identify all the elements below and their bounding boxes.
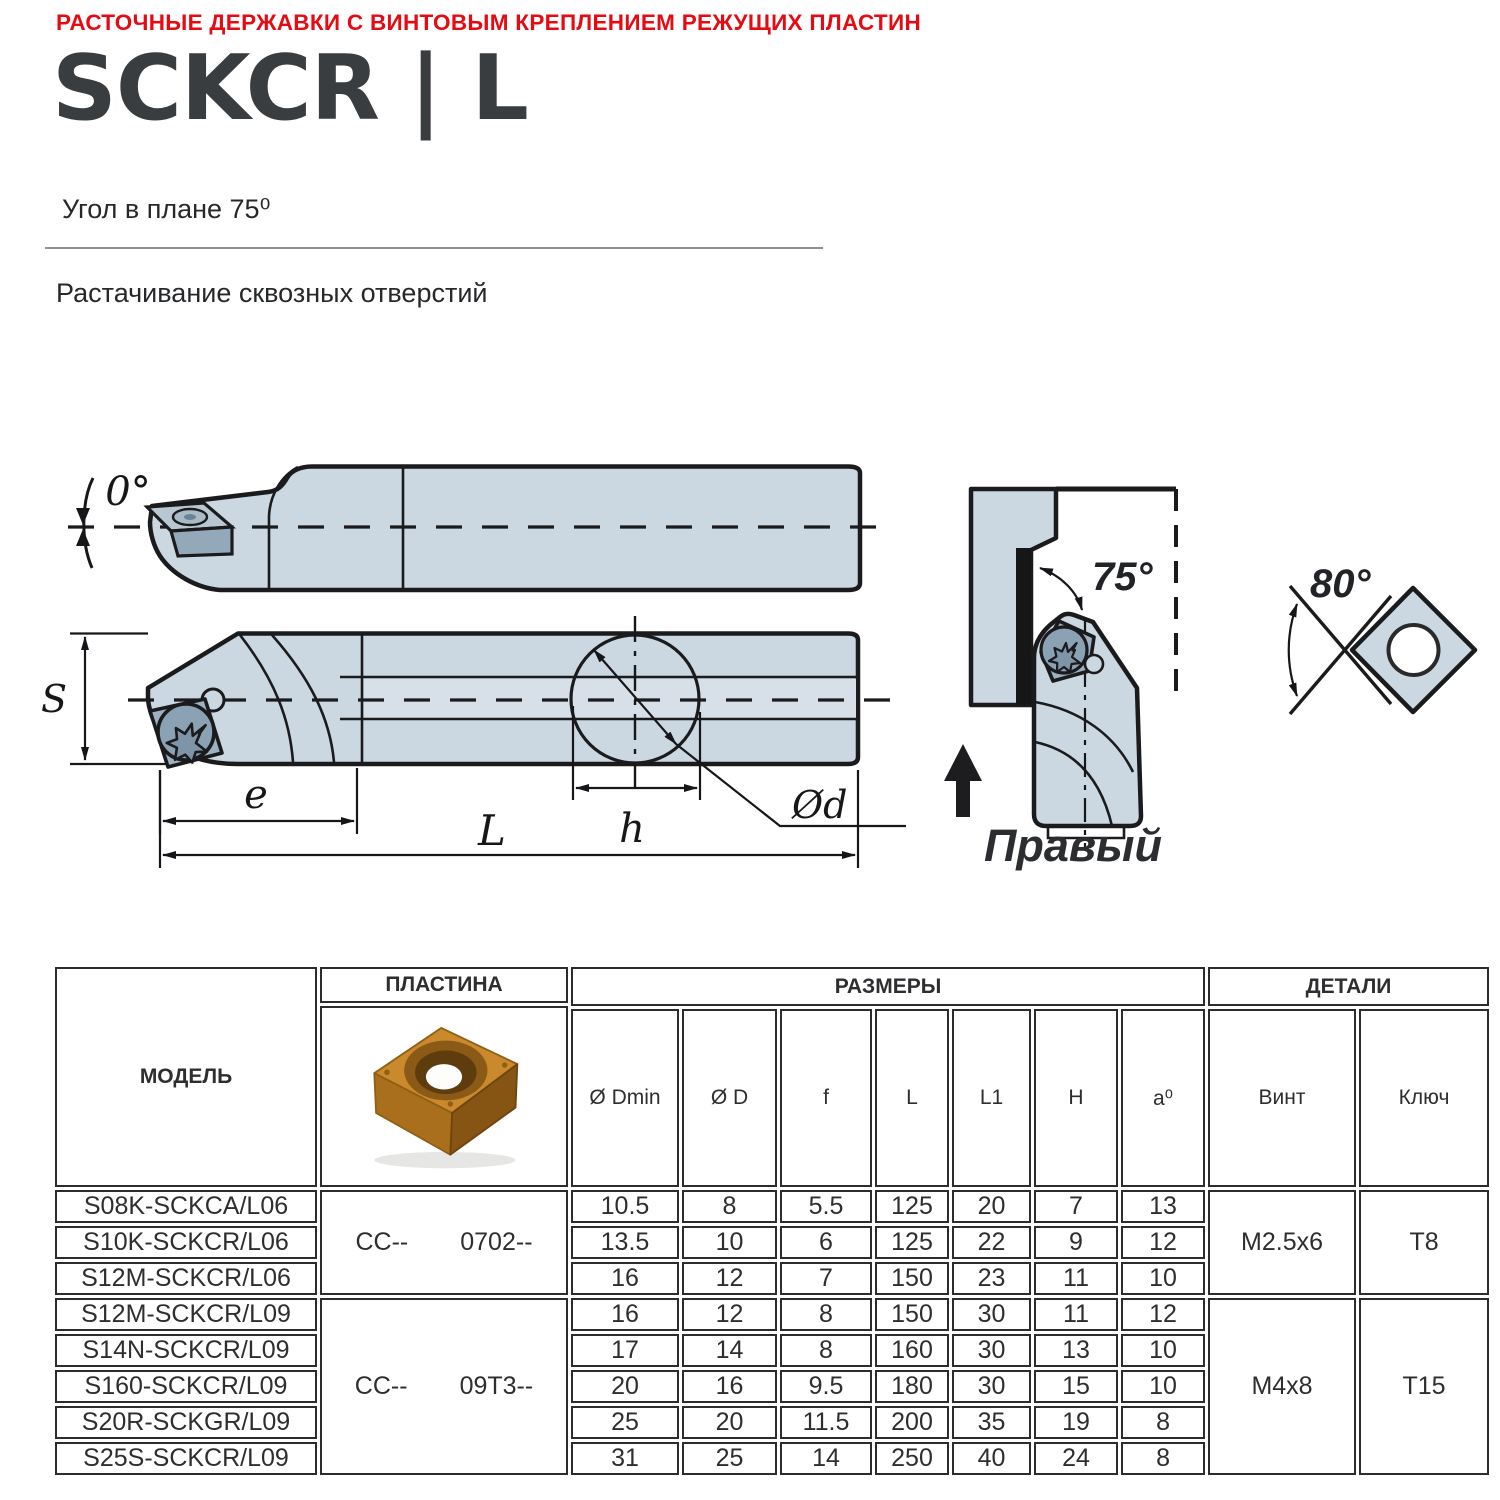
dim-cell: 200: [875, 1406, 949, 1439]
header-a: a⁰: [1121, 1009, 1205, 1187]
plate-cell: [320, 1298, 568, 1475]
dim-cell: 10: [682, 1226, 777, 1259]
dim-cell: 30: [952, 1370, 1031, 1403]
header-key: Ключ: [1359, 1009, 1489, 1187]
plan-angle-note: Угол в плане 75⁰: [62, 194, 271, 224]
model-cell: S08K-SCKCA/L06: [55, 1190, 317, 1223]
insert-angle-drawing: [1289, 562, 1475, 714]
dim-cell: 150: [875, 1262, 949, 1295]
header-l1: L1: [952, 1009, 1031, 1187]
dim-cell: 20: [571, 1370, 679, 1403]
dim-cell: 9: [1034, 1226, 1118, 1259]
dim-cell: 8: [780, 1334, 872, 1367]
dim-cell: 11.5: [780, 1406, 872, 1439]
header-h: H: [1034, 1009, 1118, 1187]
header-model: МОДЕЛЬ: [55, 967, 317, 1187]
model-cell: S10K-SCKCR/L06: [55, 1226, 317, 1259]
screw-cell: M4x8: [1208, 1298, 1356, 1475]
dim-cell: 19: [1034, 1406, 1118, 1439]
feed-direction-arrow: [944, 744, 982, 781]
dim-cell: 180: [875, 1370, 949, 1403]
plate-code-left: CC--: [355, 1228, 409, 1256]
table-row: [55, 1190, 1489, 1223]
header-row-groups: [55, 967, 1489, 1003]
insert-front-face: [171, 527, 232, 556]
page-title: SCKCR | L: [52, 36, 528, 141]
header-plate: ПЛАСТИНА: [320, 967, 568, 1003]
technical-drawing: [40, 430, 1500, 910]
top-view-drawing: [41, 616, 906, 868]
insert-photo: [338, 1008, 550, 1180]
model-cell: S12M-SCKCR/L06: [55, 1262, 317, 1295]
dim-cell: 30: [952, 1334, 1031, 1367]
dim-cell: 8: [1121, 1406, 1205, 1439]
dim-cell: 13: [1034, 1334, 1118, 1367]
dim-cell: 23: [952, 1262, 1031, 1295]
dim-cell: 20: [952, 1190, 1031, 1223]
header-dimensions: РАЗМЕРЫ: [571, 967, 1205, 1006]
dim-cell: 13.5: [571, 1226, 679, 1259]
dim-cell: 24: [1034, 1442, 1118, 1475]
dim-label-l: L: [478, 806, 506, 855]
dim-cell: 31: [571, 1442, 679, 1475]
plate-cell: [320, 1190, 568, 1295]
dim-cell: 125: [875, 1190, 949, 1223]
point-angle-label: 80°: [1310, 562, 1371, 606]
plate-code-right: 0702--: [460, 1228, 533, 1256]
dim-cell: 10: [1121, 1370, 1205, 1403]
dim-label-h: h: [619, 806, 645, 852]
model-cell: S12M-SCKCR/L09: [55, 1298, 317, 1331]
model-cell: S25S-SCKCR/L09: [55, 1442, 317, 1475]
application-drawing: [944, 489, 1176, 871]
dim-cell: 40: [952, 1442, 1031, 1475]
header-dmin: Ø Dmin: [571, 1009, 679, 1187]
dim-cell: 35: [952, 1406, 1031, 1439]
dim-cell: 14: [780, 1442, 872, 1475]
header-screw: Винт: [1208, 1009, 1356, 1187]
header-details: ДЕТАЛИ: [1208, 967, 1489, 1006]
dim-cell: 12: [1121, 1298, 1205, 1331]
dim-cell: 10: [1121, 1262, 1205, 1295]
dim-cell: 9.5: [780, 1370, 872, 1403]
key-cell: T15: [1359, 1298, 1489, 1475]
dim-cell: 125: [875, 1226, 949, 1259]
dim-cell: 5.5: [780, 1190, 872, 1223]
dim-cell: 11: [1034, 1262, 1118, 1295]
spec-table: [52, 964, 1492, 1478]
dim-cell: 10: [1121, 1334, 1205, 1367]
dim-label-s: S: [40, 677, 68, 721]
page-kicker: РАСТОЧНЫЕ ДЕРЖАВКИ С ВИНТОВЫМ КРЕПЛЕНИЕМ РЕЖУЩИХ ПЛАСТИН: [56, 10, 921, 35]
lead-angle-label: 75°: [1092, 555, 1153, 599]
rake-angle-label: 0°: [105, 469, 151, 515]
model-cell: S14N-SCKCR/L09: [55, 1334, 317, 1367]
dim-cell: 16: [682, 1370, 777, 1403]
table-row: [55, 1298, 1489, 1331]
header-f: f: [780, 1009, 872, 1187]
dim-cell: 8: [780, 1298, 872, 1331]
dim-cell: 12: [682, 1298, 777, 1331]
dim-cell: 7: [780, 1262, 872, 1295]
dim-cell: 6: [780, 1226, 872, 1259]
dim-cell: 12: [682, 1262, 777, 1295]
model-cell: S160-SCKCR/L09: [55, 1370, 317, 1403]
screw-cell: M2.5x6: [1208, 1190, 1356, 1295]
dim-cell: 20: [682, 1406, 777, 1439]
dim-cell: 16: [571, 1262, 679, 1295]
side-view-drawing: [68, 467, 893, 591]
dim-cell: 17: [571, 1334, 679, 1367]
dim-cell: 160: [875, 1334, 949, 1367]
dim-cell: 12: [1121, 1226, 1205, 1259]
dim-cell: 11: [1034, 1298, 1118, 1331]
dim-cell: 15: [1034, 1370, 1118, 1403]
dim-cell: 7: [1034, 1190, 1118, 1223]
dim-cell: 8: [682, 1190, 777, 1223]
header-l: L: [875, 1009, 949, 1187]
dim-label-d: Ød: [792, 783, 848, 827]
dim-cell: 16: [571, 1298, 679, 1331]
dim-cell: 25: [571, 1406, 679, 1439]
dim-cell: 13: [1121, 1190, 1205, 1223]
insert-hole: [1389, 625, 1439, 675]
dim-label-e: e: [244, 772, 268, 818]
header-d: Ø D: [682, 1009, 777, 1187]
dim-cell: 14: [682, 1334, 777, 1367]
application-note: Растачивание сквозных отверстий: [56, 278, 488, 308]
hand-label: Правый: [984, 820, 1162, 871]
plate-photo-cell: [320, 1006, 568, 1187]
dim-cell: 8: [1121, 1442, 1205, 1475]
dim-cell: 22: [952, 1226, 1031, 1259]
dim-cell: 150: [875, 1298, 949, 1331]
plate-code-left: CC--: [354, 1372, 408, 1400]
key-cell: T8: [1359, 1190, 1489, 1295]
plate-code-right: 09T3--: [459, 1372, 534, 1400]
dim-cell: 25: [682, 1442, 777, 1475]
dim-cell: 10.5: [571, 1190, 679, 1223]
dim-cell: 30: [952, 1298, 1031, 1331]
dim-cell: 250: [875, 1442, 949, 1475]
model-cell: S20R-SCKGR/L09: [55, 1406, 317, 1439]
divider: [45, 247, 823, 249]
